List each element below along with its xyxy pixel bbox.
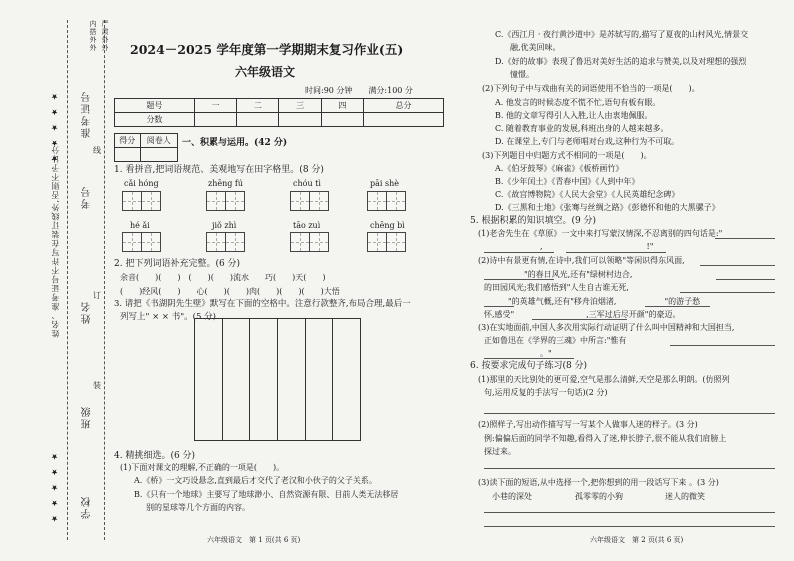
corner-note-2: 严肃外外 [101,20,109,52]
pinyin-7: tāo zuì [293,221,321,230]
r-q6-3-opt-1: 小巷的深处 [492,492,532,501]
tian-grid[interactable] [290,191,328,211]
binding-strip [0,0,112,561]
answer-line[interactable] [484,306,514,307]
score-cell[interactable] [194,113,236,127]
answer-line[interactable] [484,526,775,527]
r-q6-2c: 探过来。 [484,447,516,456]
r-q2b: B. 他的文章写得引人入胜,让人由衷地佩服。 [495,111,653,120]
score-cell[interactable] [279,113,321,127]
r-q6-3-opt-3: 迷人的微笑 [665,492,705,501]
corner-note-1: 内搭外外 [89,20,97,52]
q4-1-a: A.《桥》一文巧设悬念,直到最后才交代了老汉和小伙子的父子关系。 [134,476,377,485]
tian-grid[interactable] [122,191,160,211]
stars-bottom: ★ ★ ★ ★ ★ [50,450,59,524]
score-h4: 四 [321,99,363,113]
r-q3c: C.《故宫博物院》《人民大会堂》《人民英雄纪念碑》 [495,190,680,199]
score-h0: 题号 [115,99,195,113]
grader-box [114,133,178,162]
q3-prompt-2: 列写上" × × 书"。(5 分) [120,312,216,322]
r-q3b: B.《少年闰土》《青春中国》《人到中年》 [495,177,640,186]
q2-prompt: 2. 把下列词语补充完整。(6 分) [114,259,241,269]
section-1-heading: 一、积累与运用。(42 分) [182,138,288,148]
r-q5-2a: (2)诗中有景更有情,在诗中,我们可以领略"等闲识得东风面, [478,256,685,265]
answer-line[interactable] [484,413,775,414]
answer-line[interactable] [700,265,775,266]
r-d2: 憧憬。 [510,70,534,79]
answer-line[interactable] [484,358,574,359]
r-q5: 5. 根据积累的知识填空。(9 分) [470,216,597,226]
r-q5-3a: (3)在实地面前,中国人多次用实际行动证明了什么叫中国精神和大国担当, [478,323,735,332]
r-q6-1a: (1)那里的天比别处的更可爱,空气是那么清鲜,天空是那么明朗。(仿照列 [478,375,730,384]
r-q6-2a: (2)照样子,写出动作描写写一写某个人做事人迷的样子。(3 分) [478,420,698,429]
answer-line[interactable] [680,292,775,293]
answer-line[interactable] [566,252,666,253]
tian-grid[interactable] [206,232,244,252]
score-h2: 二 [237,99,279,113]
answer-line[interactable] [484,468,775,469]
q4-prompt: 4. 精挑细选。(6 分) [114,451,196,461]
page-footer-1: 六年级语文 第 1 页(共 6 页) [207,536,301,544]
tian-grid[interactable] [367,191,405,211]
stars-top: ★ ★ ★ ★ ★ [50,90,59,164]
answer-line[interactable] [670,345,775,346]
answer-line[interactable] [715,238,775,239]
r-q6-3-opt-2: 孤零零的小狗 [575,492,623,501]
tian-grid[interactable] [206,191,244,211]
grader-cell[interactable] [115,148,141,162]
answer-line[interactable] [716,279,775,280]
r-q5-3c: 。" [484,349,552,358]
score-cell[interactable] [237,113,279,127]
score-h5: 总分 [364,99,444,113]
class-label: 班级 [82,405,93,429]
answer-line[interactable] [645,306,710,307]
exam-no-label: 考号 [82,185,93,209]
answer-line[interactable] [484,279,554,280]
r-q6-1b: 句,运用反复的手法写一句话)(2 分) [484,388,608,397]
score-table [114,98,444,127]
r-q2c: C. 随着教育事业的发展,科班出身的人越来越多。 [495,124,669,133]
r-q5-1b: , !" [484,242,654,251]
r-q3a: A.《伯牙鼓琴》《麻雀》《板桥画竹》 [495,164,624,173]
pinyin-1: cǎi hóng [124,179,159,188]
seal-mark-1: 装 [93,381,101,390]
r-q5-2b: "的春日风光,还有"绿树村边合, [484,270,633,279]
q4-1-b2: 别的星球等几个方面的内容。 [146,503,250,512]
tian-grid[interactable] [122,232,160,252]
grader-score-label: 得分 [115,134,141,148]
r-c1: C.《西江月 · 夜行黄沙道中》是苏轼写的,描写了夏夜的山村风光,情景交 [495,30,749,39]
r-q2d: D. 在课堂上,专门与老师唱对台戏,这种行为不可取。 [495,137,680,146]
score-row-label: 分数 [115,113,195,127]
q3-prompt-1: 3. 请把《书湖阴先生壁》默写在下面的空格中。注意行款整齐,布局合理,最后一 [114,299,411,309]
binding-line [67,20,68,540]
seal-mark-3: 线 [93,146,101,155]
q4-1-prompt: (1)下面对课文的理解,不正确的一项是( )。 [120,463,285,472]
grader-reviewer-label: 阅卷人 [140,134,178,148]
pinyin-3: chóu tì [293,179,321,188]
r-q5-2d: "的英雄气概,还有"移舟泊烟渚, "的游子愁 [484,297,701,306]
score-cell[interactable] [321,113,363,127]
page-footer-2: 六年级语文 第 2 页(共 6 页) [590,536,684,544]
page-title: 2024－2025 学年度第一学期期末复习作业(五) [130,42,404,57]
pinyin-4: pāi shè [370,179,399,188]
score-h3: 三 [279,99,321,113]
answer-line[interactable] [484,512,775,513]
grader-cell[interactable] [140,148,178,162]
r-q2: (2)下列句子中与戏曲有关的词语使用不恰当的一项是( )。 [482,84,700,93]
score-h1: 一 [194,99,236,113]
tian-grid[interactable] [290,232,328,252]
r-q5-3b: 正如鲁迅在《学界的三魂》中所言:"惟有 [484,336,627,345]
r-q5-1a: (1)老舍先生在《草原》一文中来打写蒙汉情深,不忍离别的四句话是:" [478,229,723,238]
q4-1-b1: B.《只有一个地球》主要写了地球渺小、自然资源有限、目前人类无法移居 [134,490,399,499]
seal-mark-2: 订 [93,291,101,300]
q2-line-1: 余音( )( ) ( )( )流水 巧( )天( ) [120,273,326,282]
school-label: 学校 [82,495,93,519]
tian-grid[interactable] [367,232,405,252]
r-q5-2c: 的田园风光;我们感悟到"人生自古谁无死, [484,283,629,292]
page-subtitle: 六年级语文 [235,65,296,79]
binding-line-inner [104,20,105,540]
pinyin-5: hé ǎi [130,221,150,230]
warning-text: 姓名、准考证号不许写在装订线外,否则不予计分 [51,145,60,338]
r-q6-3a: (3)读下面的短语,从中选择一个,把你想到的用一段话写下来 。(3 分) [478,478,719,487]
r-d1: D.《好的故事》表现了鲁迅对美好生活的追求与赞美,以及对理想的强烈 [495,57,747,66]
r-q3: (3)下列题目中归题方式不相同的一项是( )。 [482,151,652,160]
pinyin-6: jiǒ zhì [212,221,237,230]
r-q3d: D.《三黑和土地》《张骞与丝绸之路》《彭德怀和他的大黑骡子》 [495,203,720,212]
q2-line-2: ( )经风( ) 心( )( )肉( )( )( )大悟 [120,287,340,296]
pinyin-2: zhēng fú [208,179,244,188]
name-label: 姓名 [82,300,93,324]
r-q6-2b: 例:偏偏后面的同学不知趣,看得入了迷,伸长脖子,很不能从我们肩膀上 [484,434,727,443]
r-q5-2e: 怀,感受" ,三军过后尽开颜"的豪迈。 [484,310,681,319]
poem-writing-box[interactable] [194,318,361,441]
time-score: 时间:90 分钟 满分:100 分 [305,86,413,95]
answer-line[interactable] [484,252,554,253]
r-c2: 融,优美回味。 [510,43,561,52]
score-cell[interactable] [364,113,444,127]
r-q2a: A. 他发言的时候态度不慌不忙,语句有板有眼。 [495,98,661,107]
r-q6: 6. 按要求完成句子练习(8 分) [470,361,588,371]
ticket-label: 准考证号 [82,90,93,138]
q1-prompt: 1. 看拼音,把词语规范、美观地写在田字格里。(8 分) [114,165,324,175]
pinyin-8: chēng bì [370,221,405,230]
answer-line[interactable] [532,319,627,320]
